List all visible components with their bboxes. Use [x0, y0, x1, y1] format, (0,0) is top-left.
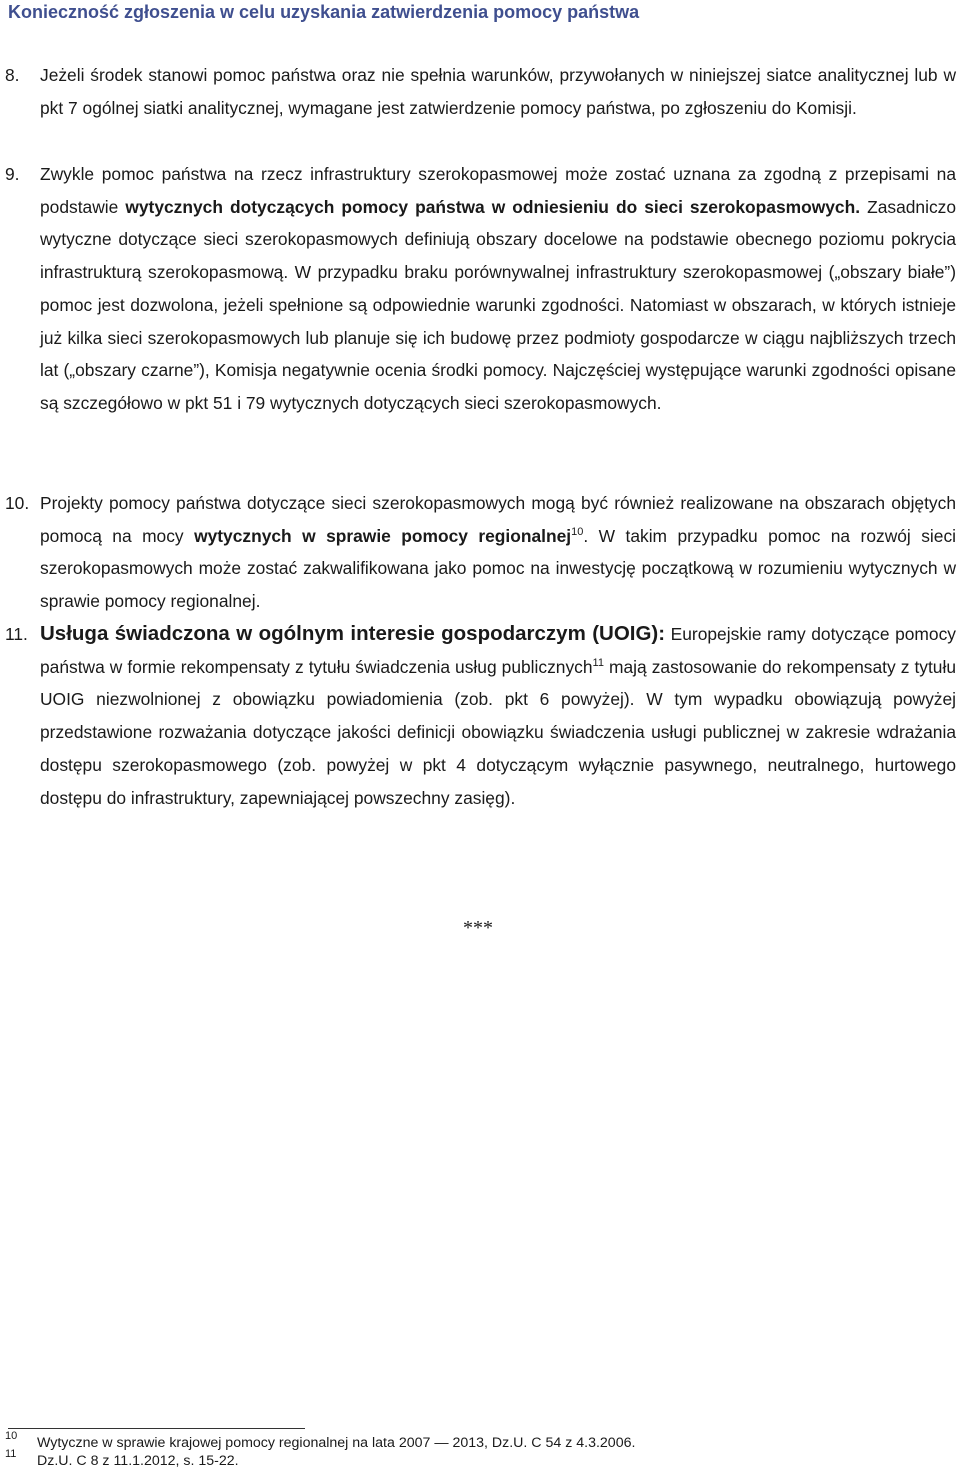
paragraph-text: mają zastosowanie do rekompensaty z tytułu UOIG niezwolnionej z obowiązku powiadomienia (zob. pkt 6 powyżej). W tym wypadku obowiązują powyżej przedstawione rozważania dotyczące jakości definicji obowiązku świadczenia usługi publicznej w zakresie wdrażania dostępu szerokopasmowego (zob. powyżej w pkt 4 dotyczącym wyłącznie pasywnego, neutralnego, hurtowego dostępu do infrastruktury, zapewniającej powszechny zasięg). — [40, 656, 957, 808]
paragraph-text: Projekty pomocy państwa dotyczące sieci szerokopasmowych mogą być również realizowane na obszarach objętych pomocą na mocy — [40, 493, 956, 546]
bold-lead: Usługa świadczona w ogólnym interesie gospodarczym (UOIG): — [40, 622, 666, 645]
paragraph-10 — [40, 487, 956, 618]
section-separator: *** — [463, 917, 493, 939]
paragraph-text: . W takim przypadku pomoc na rozwój sieci szerokopasmowych może zostać zakwalifikowana jako pomoc na inwestycję początkową w rozumieniu wytycznych w sprawie pomocy regionalnej. — [40, 525, 957, 612]
item-number: 8. — [5, 65, 20, 85]
footnote-divider — [8, 1428, 305, 1429]
paragraph-text: Jeżeli środek stanowi pomoc państwa oraz nie spełnia warunków, przywołanych w niniejszej siatce analitycznej lub w pkt 7 ogólnej siatki analitycznej, wymagane jest zatwierdzenie pomocy państwa, po zgłoszeniu do Komisji. — [40, 65, 956, 118]
paragraph-text: Europejskie ramy dotyczące pomocy państwa w formie rekompensaty z tytułu świadczenia usług publicznych — [40, 624, 956, 677]
footnote-mark: 10 — [5, 1430, 18, 1442]
bold-reference: wytycznych dotyczących pomocy państwa w odniesieniu do sieci szerokopasmowych. — [125, 196, 861, 217]
footnote-ref: 10 — [571, 525, 584, 538]
bold-reference: wytycznych w sprawie pomocy regionalnej — [194, 525, 572, 546]
section-heading: Konieczność zgłoszenia w celu uzyskania zatwierdzenia pomocy państwa — [8, 2, 640, 22]
footnote-ref: 11 — [592, 656, 604, 669]
footnote-text: Wytyczne w sprawie krajowej pomocy regionalnej na lata 2007 — 2013, Dz.U. C 54 z 4.3.2006. — [37, 1435, 636, 1451]
item-number: 9. — [5, 164, 20, 184]
paragraph-text: Zasadniczo wytyczne dotyczące sieci szerokopasmowych definiują obszary docelowe na podstawie obecnego poziomu pokrycia infrastrukturą szerokopasmową. W przypadku braku porównywalnej infrastruktury szerokopasmowej („obszary białe”) pomoc jest dozwolona, jeżeli spełnione są odpowiednie warunki zgodności. Natomiast w obszarach, w których istnieje już kilka sieci szerokopasmowych lub planuje się ich budowę przez podmioty gospodarcze w ciągu najbliższych trzech lat („obszary czarne”), Komisja negatywnie ocenia środki pomocy. Najczęściej występujące warunki zgodności opisane są szczegółowo w pkt 51 i 79 wytycznych dotyczących sieci szerokopasmowych. — [40, 196, 957, 413]
paragraph-8 — [40, 59, 956, 124]
paragraph-9 — [40, 158, 956, 420]
item-number: 10. — [5, 493, 30, 513]
paragraph-text: Zwykle pomoc państwa na rzecz infrastruktury szerokopasmowej może zostać uznana za zgodną z przepisami na podstawie — [40, 164, 956, 217]
paragraph-11 — [40, 618, 956, 814]
footnote-text: Dz.U. C 8 z 11.1.2012, s. 15-22. — [37, 1453, 239, 1469]
item-number: 11. — [5, 624, 28, 644]
footnote-mark: 11 — [5, 1448, 17, 1460]
